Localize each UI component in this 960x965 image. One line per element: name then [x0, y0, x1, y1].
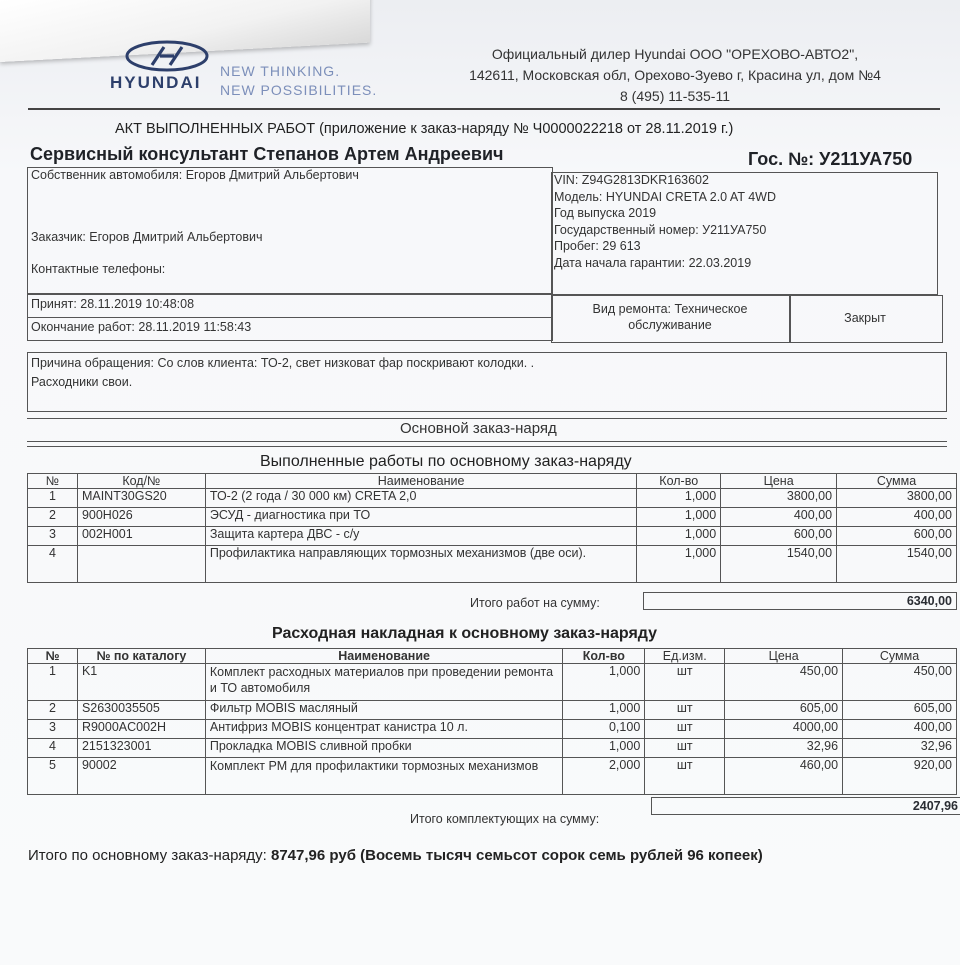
- phones-label: Контактные телефоны:: [31, 262, 166, 276]
- cell: 5: [28, 758, 78, 795]
- cell: 4: [28, 739, 78, 758]
- cell: S2630035505: [77, 701, 205, 720]
- cell: шт: [645, 720, 725, 739]
- col-header: Кол-во: [637, 474, 721, 489]
- main-order-rule-bottom: [27, 446, 947, 447]
- cell: 90002: [77, 758, 205, 795]
- parts-header-row: [28, 649, 957, 664]
- cell: 605,00: [843, 701, 957, 720]
- cell: 1,000: [637, 489, 721, 508]
- cell: 920,00: [843, 758, 957, 795]
- cell: 1,000: [637, 546, 721, 583]
- cell: Комплект расходных материалов при проведении ремонта и ТО автомобиля: [205, 664, 563, 701]
- warranty-date: Дата начала гарантии: 22.03.2019: [554, 256, 752, 270]
- vin: VIN: Z94G2813DKR163602: [554, 173, 709, 187]
- cell: 1: [28, 489, 78, 508]
- cell: [77, 546, 205, 583]
- year: Год выпуска 2019: [554, 206, 657, 220]
- repair-type-line-1: Вид ремонта: Техническое: [592, 302, 748, 316]
- cell: Фильтр MOBIS масляный: [205, 701, 563, 720]
- cell: MAINT30GS20: [77, 489, 205, 508]
- grand-total: [28, 847, 763, 864]
- cell: Прокладка MOBIS сливной пробки: [205, 739, 563, 758]
- col-header: Кол-во: [563, 649, 645, 664]
- cell: шт: [645, 701, 725, 720]
- service-consultant: Сервисный консультант Степанов Артем Андреевич: [30, 144, 504, 164]
- parts-total-value: 2407,96: [651, 797, 960, 815]
- parts-table: [27, 648, 957, 795]
- cell: 3800,00: [721, 489, 837, 508]
- table-row: [28, 546, 957, 583]
- cell: 600,00: [837, 527, 957, 546]
- works-total-value: 6340,00: [643, 592, 957, 610]
- gos-number: Гос. №: У211УА750: [748, 149, 913, 169]
- col-header: Код/№: [77, 474, 205, 489]
- cell: 1: [28, 664, 78, 701]
- cell: 1,000: [637, 527, 721, 546]
- col-header: Наименование: [205, 474, 636, 489]
- dealer-address: 142611, Московская обл, Орехово-Зуево г, Красина ул, дом №4: [469, 67, 881, 83]
- cell: 3: [28, 527, 78, 546]
- main-order-rule-top: [27, 418, 947, 419]
- hyundai-logo: [110, 40, 410, 100]
- cell: 1540,00: [837, 546, 957, 583]
- reason-line-2: Расходники свои.: [31, 375, 133, 389]
- cell: 900H026: [77, 508, 205, 527]
- col-header: Цена: [721, 474, 837, 489]
- cell: 2151323001: [77, 739, 205, 758]
- table-row: [28, 701, 957, 720]
- cell: 1540,00: [721, 546, 837, 583]
- status: Закрыт: [844, 311, 886, 325]
- cell: 460,00: [725, 758, 843, 795]
- dealer-phone: 8 (495) 11-535-11: [620, 88, 730, 104]
- col-header: Цена: [725, 649, 843, 664]
- hyundai-emblem-icon: [122, 40, 212, 72]
- cell: 600,00: [721, 527, 837, 546]
- col-header: Наименование: [205, 649, 563, 664]
- cell: 3800,00: [837, 489, 957, 508]
- cell: шт: [645, 664, 725, 701]
- cell: 2,000: [563, 758, 645, 795]
- repair-type-line-2: обслуживание: [628, 318, 712, 332]
- model: Модель: HYUNDAI CRETA 2.0 AT 4WD: [554, 190, 776, 204]
- col-header: Сумма: [843, 649, 957, 664]
- customer-label: Заказчик: Егоров Дмитрий Альбертович: [31, 230, 263, 244]
- cell: ТО-2 (2 года / 30 000 км) CRETA 2,0: [205, 489, 636, 508]
- cell: Профилактика направляющих тормозных механизмов (две оси).: [205, 546, 636, 583]
- reason-line-1: Причина обращения: Со слов клиента: ТО-2, свет низковат фар поскривают колодки. .: [31, 356, 535, 370]
- cell: 2: [28, 701, 78, 720]
- cell: 0,100: [563, 720, 645, 739]
- cell: K1: [77, 664, 205, 701]
- finished-time: Окончание работ: 28.11.2019 11:58:43: [31, 320, 252, 334]
- mileage: Пробег: 29 613: [554, 239, 641, 253]
- col-header: Ед.изм.: [645, 649, 725, 664]
- col-header: Сумма: [837, 474, 957, 489]
- dealer-name: Официальный дилер Hyundai ООО "ОРЕХОВО-АВТО2",: [491, 46, 859, 62]
- cell: 450,00: [843, 664, 957, 701]
- dates-divider: [27, 317, 553, 318]
- works-header-row: [28, 474, 957, 489]
- accepted-time: Принят: 28.11.2019 10:48:08: [31, 297, 195, 311]
- grand-total-label: Итого по основному заказ-наряду:: [28, 847, 267, 864]
- cell: R9000AC002H: [77, 720, 205, 739]
- table-row: [28, 739, 957, 758]
- plate: Государственный номер: У211УА750: [554, 223, 767, 237]
- cell: ЭСУД - диагностика при ТО: [205, 508, 636, 527]
- cell: 002H001: [77, 527, 205, 546]
- col-header: №: [28, 649, 78, 664]
- act-title: АКТ ВЫПОЛНЕННЫХ РАБОТ (приложение к заказ-наряду № Ч0000022218 от 28.11.2019 г.): [115, 121, 734, 137]
- cell: 1,000: [563, 701, 645, 720]
- table-row: [28, 527, 957, 546]
- cell: 400,00: [721, 508, 837, 527]
- table-row: [28, 720, 957, 739]
- cell: шт: [645, 758, 725, 795]
- table-row: [28, 508, 957, 527]
- table-row: [28, 758, 957, 795]
- cell: 32,96: [843, 739, 957, 758]
- slogan: [220, 62, 377, 100]
- cell: Защита картера ДВС - с/у: [205, 527, 636, 546]
- cell: 605,00: [725, 701, 843, 720]
- cell: 32,96: [725, 739, 843, 758]
- cell: 1,000: [637, 508, 721, 527]
- table-row: [28, 489, 957, 508]
- cell: 450,00: [725, 664, 843, 701]
- header-divider: [28, 108, 940, 110]
- grand-total-value: 8747,96 руб (Восемь тысяч семьсот сорок семь рублей 96 копеек): [271, 847, 763, 864]
- cell: 4000,00: [725, 720, 843, 739]
- works-total-label: Итого работ на сумму:: [470, 596, 600, 610]
- main-order-title: Основной заказ-наряд: [400, 420, 557, 437]
- cell: 400,00: [843, 720, 957, 739]
- cell: 1,000: [563, 739, 645, 758]
- dealer-info: [420, 44, 930, 107]
- parts-title: Расходная накладная к основному заказ-наряду: [272, 625, 658, 642]
- owner-label: Собственник автомобиля: Егоров Дмитрий Альбертович: [31, 168, 359, 182]
- parts-total-label: Итого комплектующих на сумму:: [410, 812, 600, 826]
- col-header: №: [28, 474, 78, 489]
- slogan-line-1: NEW THINKING.: [220, 63, 341, 79]
- cell: 2: [28, 508, 78, 527]
- cell: 1,000: [563, 664, 645, 701]
- cell: 4: [28, 546, 78, 583]
- table-row: [28, 664, 957, 701]
- col-header: № по каталогу: [77, 649, 205, 664]
- slogan-line-2: NEW POSSIBILITIES.: [220, 82, 378, 98]
- cell: Антифриз MOBIS концентрат канистра 10 л.: [205, 720, 563, 739]
- works-title: Выполненные работы по основному заказ-наряду: [260, 453, 632, 470]
- cell: Комплект РМ для профилактики тормозных механизмов: [205, 758, 563, 795]
- main-order-rule-mid: [27, 441, 947, 442]
- cell: 3: [28, 720, 78, 739]
- brand-name: HYUNDAI: [110, 73, 202, 92]
- cell: 400,00: [837, 508, 957, 527]
- works-table: [27, 473, 957, 583]
- cell: шт: [645, 739, 725, 758]
